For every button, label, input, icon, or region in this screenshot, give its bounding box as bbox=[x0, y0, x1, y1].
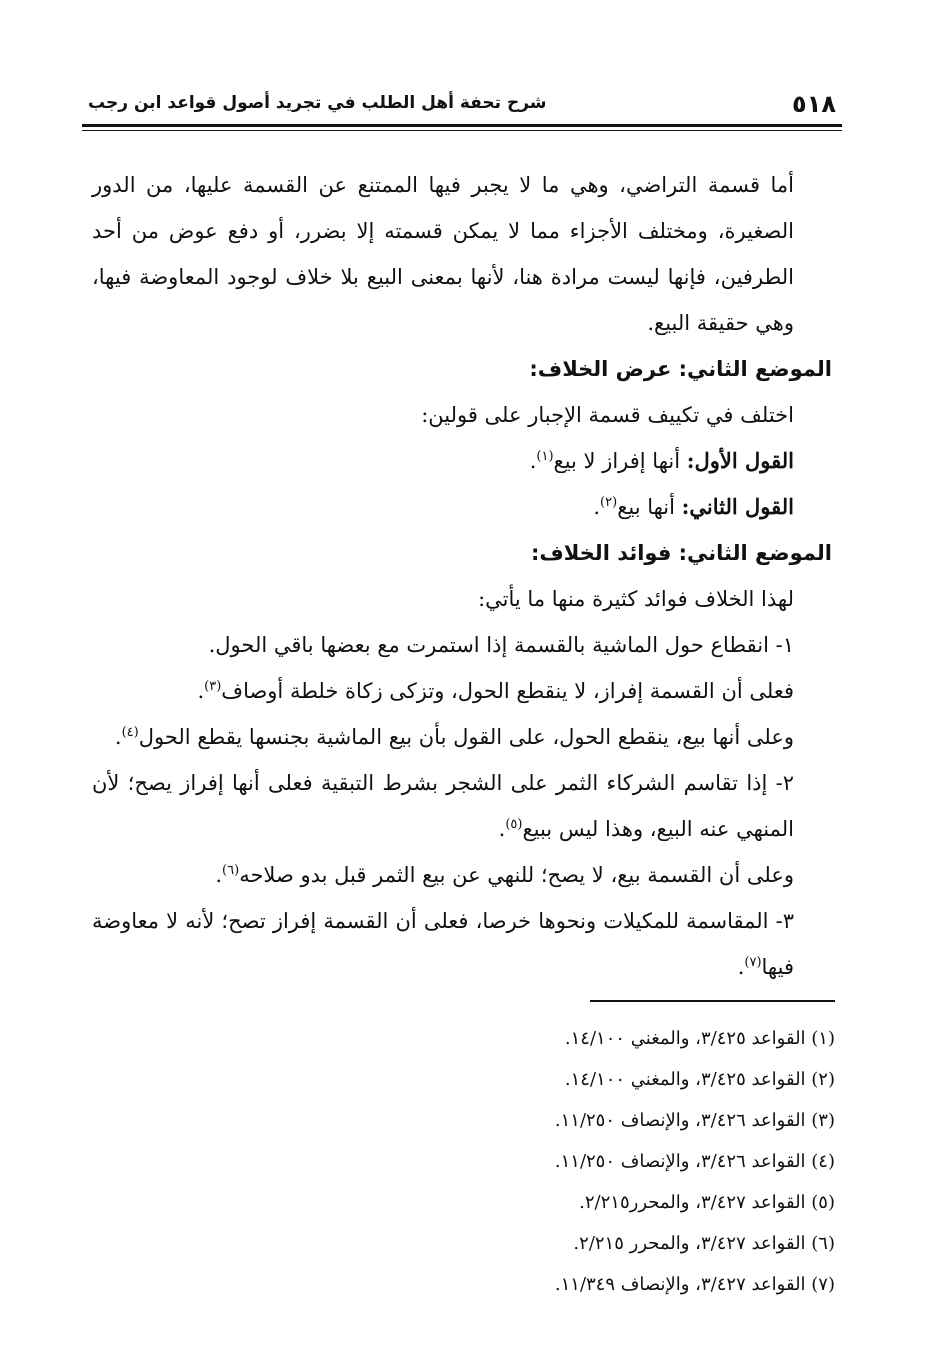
footnote-5: (٥) القواعد ٣/٤٢٧، والمحرر٢/٢١٥. bbox=[579, 1192, 835, 1213]
header-rule-thin bbox=[82, 130, 842, 131]
second-opinion-text: أنها بيع bbox=[617, 495, 682, 519]
benefit-2-text: ٢- إذا تقاسم الشركاء الثمر على الشجر بشرط التبقية فعلى أنها إفراز يصح؛ لأن المنهي عنه البيع، وهذا ليس ببيع bbox=[92, 771, 794, 841]
header-rule-thick bbox=[82, 124, 842, 127]
page-number: ٥١٨ bbox=[792, 90, 836, 118]
main-text bbox=[92, 162, 832, 990]
first-opinion bbox=[92, 438, 832, 484]
footnote-ref-4: (٤) bbox=[121, 725, 139, 740]
sentence-end: . bbox=[737, 955, 745, 979]
benefit-2 bbox=[92, 760, 832, 852]
footnote-3: (٣) القواعد ٣/٤٢٦، والإنصاف ١١/٢٥٠. bbox=[554, 1110, 835, 1131]
running-title: شرح تحفة أهل الطلب في تجريد أصول قواعد ابن رجب bbox=[88, 93, 547, 113]
sentence-end: . bbox=[215, 863, 223, 887]
footnote-ref-1: (١) bbox=[536, 449, 554, 464]
first-opinion-label: القول الأول: bbox=[686, 448, 794, 473]
footnote-ref-7: (٧) bbox=[744, 955, 762, 970]
footnote-2: (٢) القواعد ٣/٤٢٥، والمغني ١٤/١٠٠. bbox=[564, 1069, 835, 1090]
sentence-end: . bbox=[593, 495, 601, 519]
sentence-end: . bbox=[529, 449, 537, 473]
benefit-3-text: ٣- المقاسمة للمكيلات ونحوها خرصا، فعلى أن القسمة إفراز تصح؛ لأنه لا معاوضة فيها bbox=[92, 909, 794, 979]
section-heading-dispute: الموضع الثاني: عرض الخلاف: bbox=[529, 357, 832, 381]
second-opinion-label: القول الثاني: bbox=[681, 494, 794, 519]
benefit-2-bay bbox=[92, 852, 832, 898]
dispute-paragraph: اختلف في تكييف قسمة الإجبار على قولين: bbox=[421, 403, 794, 427]
footnote-6: (٦) القواعد ٣/٤٢٧، والمحرر ٢/٢١٥. bbox=[573, 1233, 835, 1254]
benefit-2-bay-text: وعلى أن القسمة بيع، لا يصح؛ للنهي عن بيع الثمر قبل بدو صلاحه bbox=[239, 863, 794, 887]
first-opinion-text: أنها إفراز لا بيع bbox=[553, 449, 687, 473]
section-heading-benefits: الموضع الثاني: فوائد الخلاف: bbox=[530, 541, 832, 565]
footnote-1: (١) القواعد ٣/٤٢٥، والمغني ١٤/١٠٠. bbox=[564, 1028, 835, 1049]
benefits-intro: لهذا الخلاف فوائد كثيرة منها ما يأتي: bbox=[478, 587, 794, 611]
footnote-separator bbox=[590, 1000, 835, 1002]
second-opinion bbox=[92, 484, 832, 530]
footnote-ref-3: (٣) bbox=[204, 679, 222, 694]
benefit-1-bay bbox=[92, 714, 832, 760]
benefit-1-bay-text: وعلى أنها بيع، ينقطع الحول، على القول بأن بيع الماشية بجنسها يقطع الحول bbox=[138, 725, 794, 749]
sentence-end: . bbox=[498, 817, 506, 841]
benefit-1-ifraz-text: فعلى أن القسمة إفراز، لا ينقطع الحول، وتزكى زكاة خلطة أوصاف bbox=[221, 679, 794, 703]
sentence-end: . bbox=[197, 679, 205, 703]
footnote-ref-2: (٢) bbox=[600, 495, 618, 510]
footnote-7: (٧) القواعد ٣/٤٢٧، والإنصاف ١١/٣٤٩. bbox=[554, 1274, 835, 1295]
footnote-ref-5: (٥) bbox=[505, 817, 523, 832]
footnotes bbox=[300, 1018, 835, 1305]
benefit-1: ١- انقطاع حول الماشية بالقسمة إذا استمرت مع بعضها باقي الحول. bbox=[208, 633, 794, 657]
page-header bbox=[82, 88, 842, 122]
benefit-3 bbox=[92, 898, 832, 990]
footnote-ref-6: (٦) bbox=[222, 863, 240, 878]
intro-paragraph: أما قسمة التراضي، وهي ما لا يجبر فيها الممتنع عن القسمة عليها، من الدور الصغيرة، ومختلف الأجزاء مما لا يمكن قسمته إلا بضرر، أو دفع عوض من أحد الطرفين، فإنها ليست مرادة هنا، لأنها بمعنى البيع بلا خلاف لوجود المعاوضة فيها، وهي حقيقة البيع. bbox=[92, 173, 794, 335]
sentence-end: . bbox=[114, 725, 122, 749]
benefit-1-ifraz bbox=[92, 668, 832, 714]
footnote-4: (٤) القواعد ٣/٤٢٦، والإنصاف ١١/٢٥٠. bbox=[554, 1151, 835, 1172]
